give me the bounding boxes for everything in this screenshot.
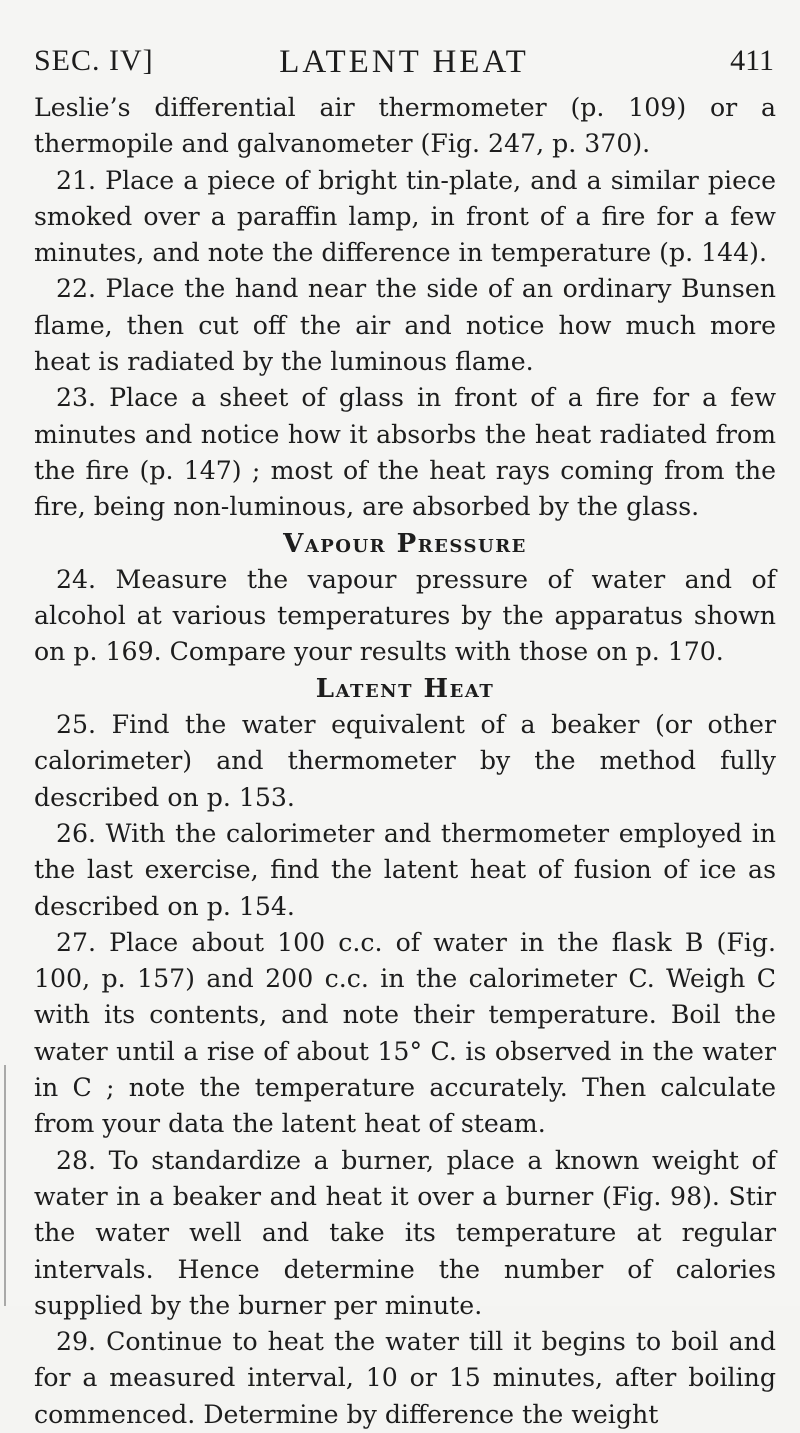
section-heading-vapour-pressure: Vapour Pressure xyxy=(283,528,527,559)
paragraph-22: 22. Place the hand near the side of an ordinary Bunsen flame, then cut off the air and notice how much more heat is radiated by the luminous flame. xyxy=(34,274,776,377)
paragraph-24: 24. Measure the vapour pressure of water and of alcohol at various temperatures by the apparatus shown on p. 169. Compare your results with those on p. 170. xyxy=(34,564,776,667)
section-label: SEC. IV] xyxy=(34,44,154,77)
paragraph-29: 29. Continue to heat the water till it begins to boil and for a measured interval, 10 or 15 minutes, after boiling commenced. Determine by difference the weight xyxy=(34,1327,776,1429)
scan-margin-shadow xyxy=(4,1065,6,1306)
paragraph-28: 28. To standardize a burner, place a known weight of water in a beaker and heat it over a burner (Fig. 98). Stir the water well and take its temperature at regular intervals. Hence determine the number of calories supplied by the burner per minute. xyxy=(34,1145,776,1320)
paragraph-25: 25. Find the water equivalent of a beaker (or other calorimeter) and thermometer by the method fully described on p. 153. xyxy=(34,710,776,812)
running-header xyxy=(34,44,774,84)
paragraph-21: 21. Place a piece of bright tin-plate, and a similar piece smoked over a paraffin lamp, in front of a fire for a few minutes, and note the difference in temperature (p. 144). xyxy=(34,165,776,268)
paragraph-continuation: Leslie’s differential air thermometer (p. 109) or a thermopile and galvanometer (Fig. 247, p. 370). xyxy=(34,93,776,159)
body-text xyxy=(34,90,776,1433)
paragraph-23: 23. Place a sheet of glass in front of a fire for a few minutes and notice how it absorbs the heat radiated from the fire (p. 147) ; most of the heat rays coming from the fire, being non-luminous, are absorbed by the glass. xyxy=(34,383,776,522)
paragraph-26: 26. With the calorimeter and thermometer employed in the last exercise, find the latent heat of fusion of ice as described on p. 154. xyxy=(34,818,776,921)
paragraph-27: 27. Place about 100 c.c. of water in the flask B (Fig. 100, p. 157) and 200 c.c. in the calorimeter C. Weigh C with its contents, and note their temperature. Boil the water until a rise of about 15° C. is observed in the water in C ; note the temperature accurately. Then calculate from your data the latent heat of steam. xyxy=(34,927,776,1139)
section-heading-latent-heat: Latent Heat xyxy=(315,673,495,704)
running-title: LATENT HEAT xyxy=(279,44,529,80)
page-number: 411 xyxy=(730,44,774,77)
